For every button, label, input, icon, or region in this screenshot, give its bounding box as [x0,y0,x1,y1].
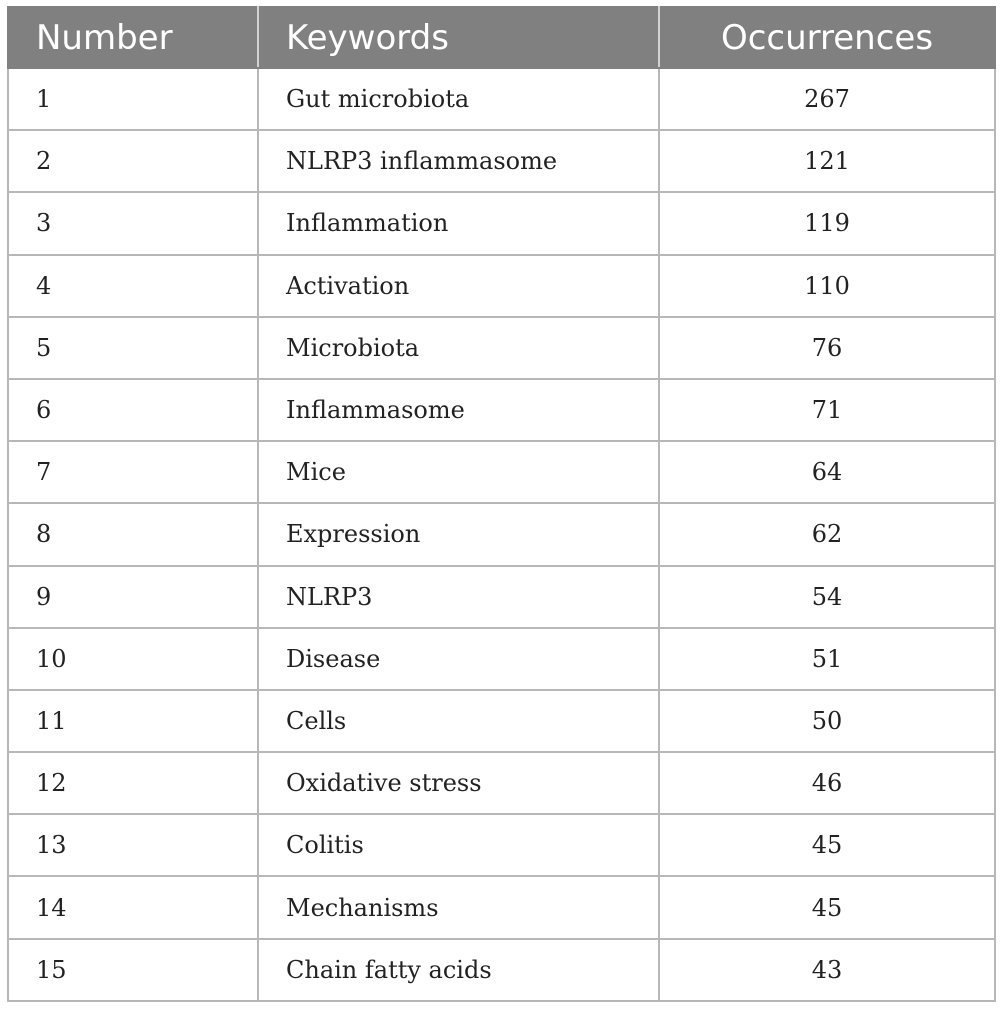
table-body [8,68,995,1001]
cell-occurrences: 119 [659,192,995,254]
cell-number: 12 [8,752,258,814]
cell-keyword: Gut microbiota [258,68,659,130]
cell-number: 4 [8,255,258,317]
table-row [8,379,995,441]
table-header [8,7,995,68]
cell-number: 11 [8,690,258,752]
cell-occurrences: 46 [659,752,995,814]
cell-occurrences: 64 [659,441,995,503]
header-keywords: Keywords [258,7,659,68]
header-number: Number [8,7,258,68]
cell-keyword: Oxidative stress [258,752,659,814]
cell-keyword: Inflammation [258,192,659,254]
cell-number: 8 [8,503,258,565]
cell-occurrences: 51 [659,628,995,690]
cell-number: 1 [8,68,258,130]
cell-number: 2 [8,130,258,192]
table-row [8,814,995,876]
table-row [8,68,995,130]
header-row [8,7,995,68]
cell-occurrences: 121 [659,130,995,192]
cell-occurrences: 267 [659,68,995,130]
cell-keyword: Mice [258,441,659,503]
cell-occurrences: 71 [659,379,995,441]
table-row [8,192,995,254]
table-row [8,628,995,690]
cell-keyword: Expression [258,503,659,565]
cell-occurrences: 54 [659,566,995,628]
cell-keyword: Activation [258,255,659,317]
cell-occurrences: 45 [659,814,995,876]
table-row [8,130,995,192]
table-row [8,690,995,752]
cell-occurrences: 43 [659,939,995,1001]
cell-keyword: Mechanisms [258,876,659,938]
cell-occurrences: 62 [659,503,995,565]
cell-keyword: Cells [258,690,659,752]
table-row [8,503,995,565]
cell-number: 13 [8,814,258,876]
cell-keyword: NLRP3 inflammasome [258,130,659,192]
cell-number: 7 [8,441,258,503]
cell-occurrences: 45 [659,876,995,938]
cell-number: 15 [8,939,258,1001]
table-row [8,441,995,503]
table-row [8,317,995,379]
table-row [8,255,995,317]
cell-number: 3 [8,192,258,254]
header-occurrences: Occurrences [659,7,995,68]
cell-keyword: NLRP3 [258,566,659,628]
cell-occurrences: 76 [659,317,995,379]
cell-number: 6 [8,379,258,441]
table-row [8,566,995,628]
cell-keyword: Chain fatty acids [258,939,659,1001]
cell-number: 14 [8,876,258,938]
table-row [8,876,995,938]
table-row [8,939,995,1001]
table-row [8,752,995,814]
cell-number: 5 [8,317,258,379]
cell-number: 9 [8,566,258,628]
keywords-table [7,6,996,1002]
cell-keyword: Inflammasome [258,379,659,441]
cell-occurrences: 50 [659,690,995,752]
cell-occurrences: 110 [659,255,995,317]
cell-keyword: Colitis [258,814,659,876]
cell-number: 10 [8,628,258,690]
cell-keyword: Disease [258,628,659,690]
cell-keyword: Microbiota [258,317,659,379]
